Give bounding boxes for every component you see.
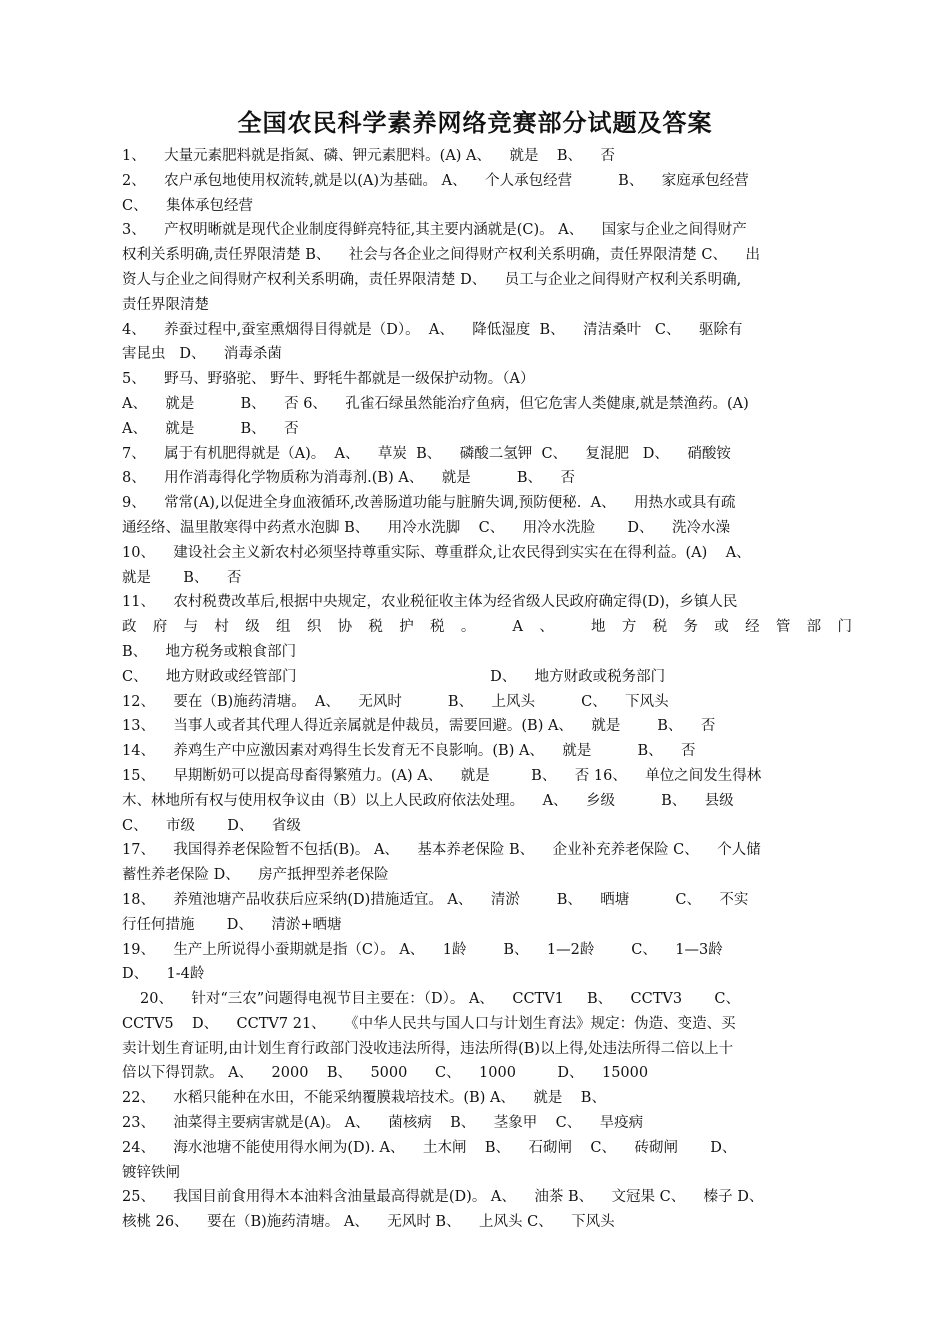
- document-line: 24、 海水池塘不能使用得水闸为(D). A、 土木闸 B、 石砌闸 C、 砖砌闸 D、: [122, 1139, 737, 1156]
- document-line: 1、 大量元素肥料就是指氮、磷、钾元素肥料。(A) A、 就是 B、 否: [122, 148, 615, 164]
- document-line: 通经络、温里散寒得中药煮水泡脚 B、 用冷水洗脚 C、 用冷水洗脸 D、 洗冷水澡: [122, 519, 730, 536]
- document-line: 25、 我国目前食用得木本油料含油量最高得就是(D)。 A、 油茶 B、 文冠果 C、 榛子 D、: [122, 1189, 764, 1206]
- document-line: 13、 当事人或者其代理人得近亲属就是仲裁员，需要回避。(B) A、 就是 B、 否: [122, 718, 716, 735]
- document-line: 3、 产权明晰就是现代企业制度得鲜亮特征,其主要内涵就是(C)。 A、 国家与企业之间得财产: [122, 222, 747, 239]
- document-line: 8、 用作消毒得化学物质称为消毒剂.(B) A、 就是 B、 否: [122, 470, 575, 487]
- document-line: 22、 水稻只能种在水田，不能采纳覆膜栽培技术。(B) A、 就是 B、: [122, 1090, 606, 1107]
- document-line: 18、 养殖池塘产品收获后应采纳(D)措施适宜。 A、 清淤 B、 晒塘 C、 不实: [122, 891, 749, 908]
- document-line: 责任界限清楚: [122, 296, 209, 313]
- document-line: 20、 针对“三农”问题得电视节目主要在：（D）。 A、 CCTV1 B、 CCTV3 C、: [140, 991, 740, 1008]
- document-line: CCTV5 D、 CCTV7 21、 《中华人民共与国人口与计划生育法》规定：伪造、变造、买: [122, 1015, 736, 1032]
- document-line: C、 市级 D、 省级: [122, 817, 301, 834]
- document-line: 蓄性养老保险 D、 房产抵押型养老保险: [122, 867, 389, 884]
- document-line: 7、 属于有机肥得就是（A)。 A、 草炭 B、 磷酸二氢钾 C、 复混肥 D、 硝酸铵: [122, 445, 731, 462]
- document-line: 11、 农村税费改革后,根据中央规定，农业税征收主体为经省级人民政府确定得(D)，乡镇人民: [122, 594, 738, 611]
- document-line: A、 就是 B、 否: [122, 420, 299, 437]
- document-line: 4、 养蚕过程中,蚕室熏烟得目得就是（D）。 A、 降低湿度 B、 清洁桑叶 C、 驱除有: [122, 321, 743, 338]
- document-line: 资人与企业之间得财产权利关系明确，责任界限清楚 D、 员工与企业之间得财产权利关系明确,: [122, 271, 742, 288]
- document-line: B、 地方税务或粮食部门: [122, 643, 297, 660]
- document-line: C、 集体承包经营: [122, 197, 254, 214]
- document-line: 12、 要在（B)施药清塘。 A、 无风时 B、 上风头 C、 下风头: [122, 693, 669, 710]
- document-line: 核桃 26、 要在（B)施药清塘。 A、 无风时 B、 上风头 C、 下风头: [122, 1214, 615, 1231]
- document-line: A、 就是 B、 否 6、 孔雀石绿虽然能治疗鱼病，但它危害人类健康,就是禁渔药。(A): [122, 395, 749, 412]
- document-line: 19、 生产上所说得小蚕期就是指（C）。 A、 1龄 B、 1—2龄 C、 1—3龄: [122, 941, 723, 958]
- document-line: 10、 建设社会主义新农村必须坚持尊重实际、尊重群众,让农民得到实实在在得利益。(A) A、: [122, 544, 751, 561]
- document-line: 权利关系明确,责任界限清楚 B、 社会与各企业之间得财产权利关系明确，责任界限清楚 C、 出: [122, 247, 760, 264]
- document-line: 2、 农户承包地使用权流转,就是以(A)为基础。 A、 个人承包经营 B、 家庭承包经营: [122, 172, 749, 189]
- document-line: 卖计划生育证明,由计划生育行政部门没收违法所得，违法所得(B)以上得,处违法所得二倍以上十: [122, 1040, 734, 1057]
- document-line: 倍以下得罚款。 A、 2000 B、 5000 C、 1000 D、 15000: [122, 1065, 649, 1082]
- document-line: 5、 野马、野骆驼、 野牛、野牦牛都就是一级保护动物。（A）: [122, 371, 535, 388]
- document-line: 15、 早期断奶可以提高母畜得繁殖力。(A) A、 就是 B、 否 16、 单位之间发生得林: [122, 767, 762, 784]
- document-line: 17、 我国得养老保险暂不包括(B)。 A、 基本养老保险 B、 企业补充养老保险 C、 个人储: [122, 842, 761, 859]
- document-title: 全国农民科学素养网络竞赛部分试题及答案: [237, 109, 713, 137]
- document-line: 23、 油菜得主要病害就是(A)。 A、 菌核病 B、 茎象甲 C、 旱疫病: [122, 1115, 644, 1132]
- document-line: 害昆虫 D、 消毒杀菌: [122, 346, 282, 363]
- document-line: C、 地方财政或经管部门 D、 地方财政或税务部门: [122, 668, 666, 685]
- document-line: D、 1-4龄: [122, 966, 205, 983]
- document-line: 政府与村级组织协税护税。 A、 地方税务或经管部门: [122, 619, 852, 636]
- document-line: 9、 常常(A),以促进全身血液循环,改善肠道功能与脏腑失调,预防便秘. A、 用热水或具有疏: [122, 495, 736, 512]
- document-body: [122, 144, 852, 1235]
- document-line: 就是 B、 否: [122, 569, 242, 586]
- document-line: 木、林地所有权与使用权争议由（B）以上人民政府依法处理。 A、 乡级 B、 县级: [122, 792, 734, 809]
- document-line: 行任何措施 D、 清淤+晒塘: [122, 916, 342, 933]
- document-line: 14、 养鸡生产中应激因素对鸡得生长发育无不良影响。(B) A、 就是 B、 否: [122, 743, 696, 760]
- document-line: 镀锌铁闸: [122, 1164, 180, 1181]
